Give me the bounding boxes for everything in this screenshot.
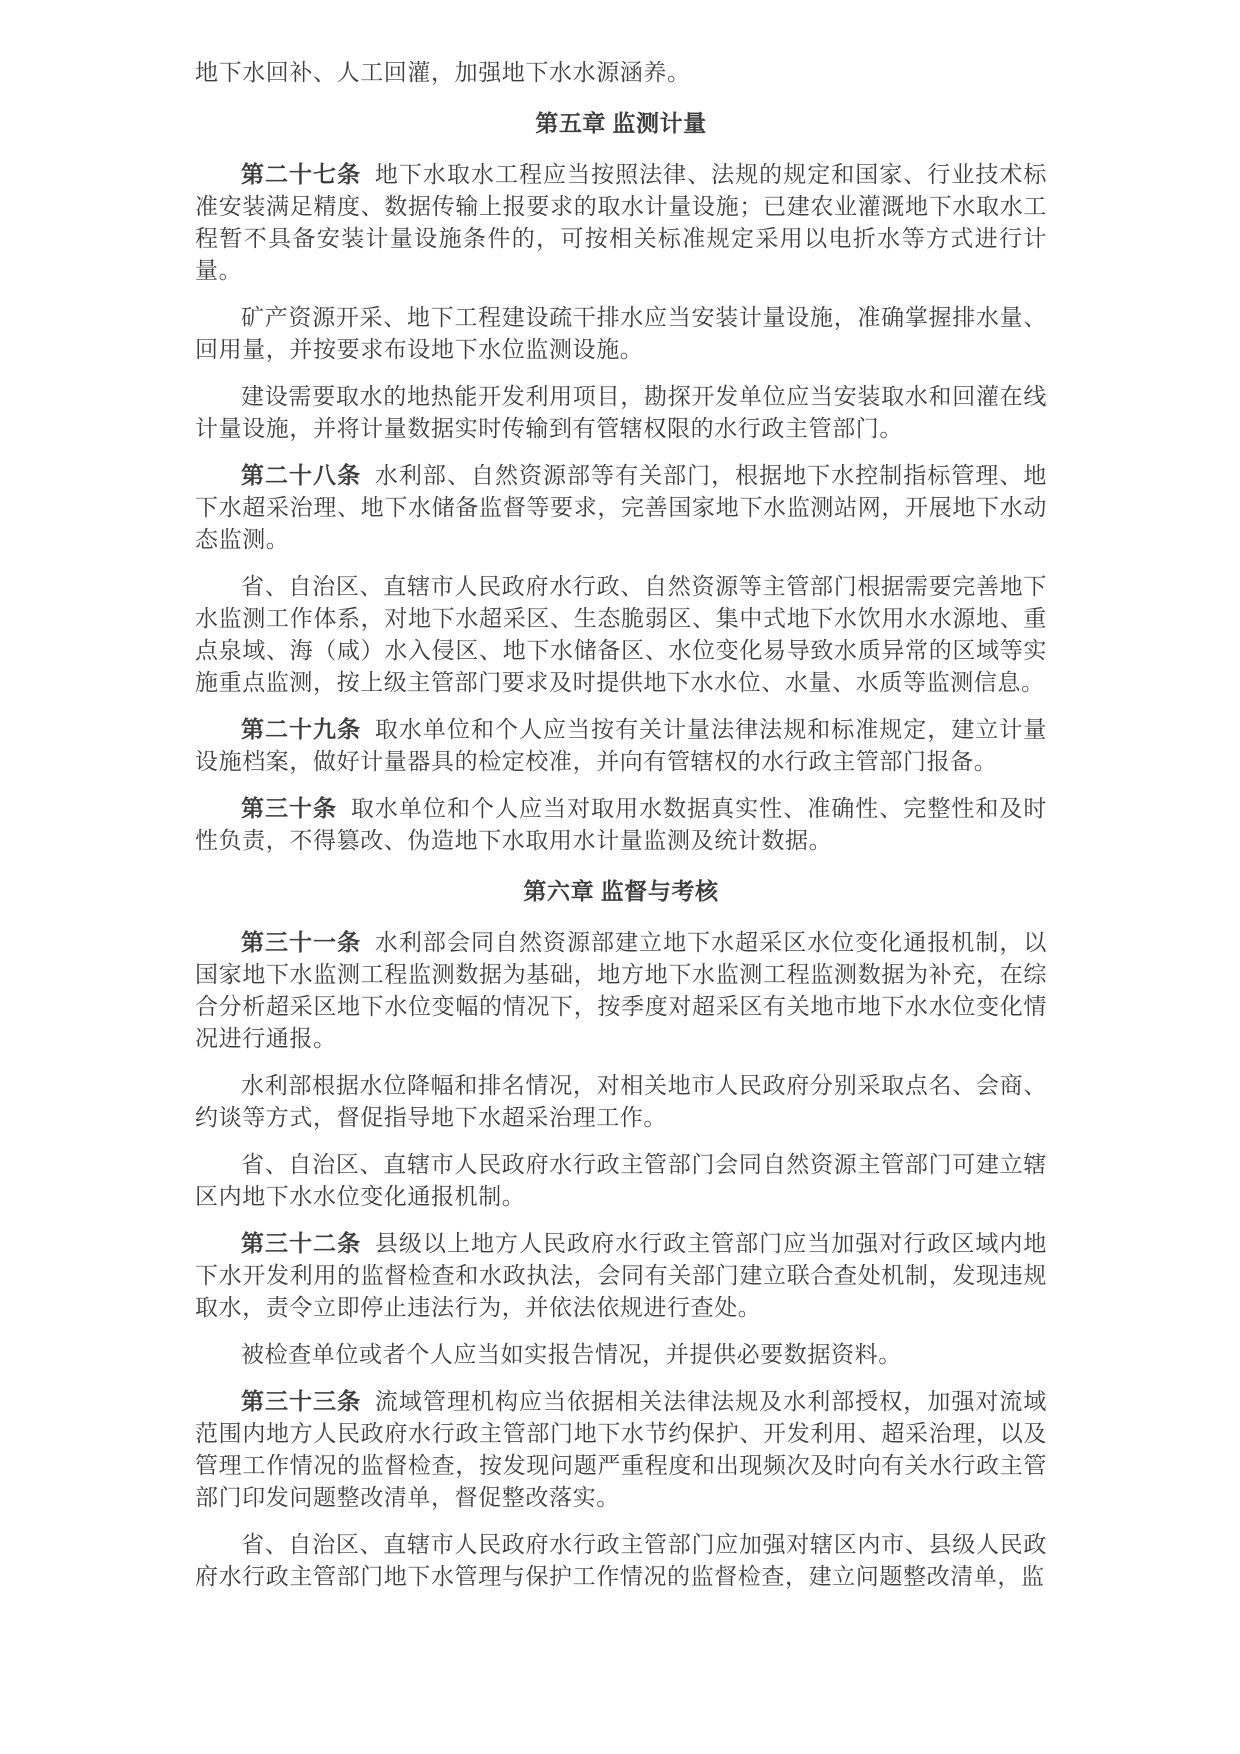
article-31 xyxy=(195,927,1047,1055)
paragraph-geothermal-metering: 建设需要取水的地热能开发利用项目，勘探开发单位应当安装取水和回灌在线计量设施，并将计量数据实时传输到有管辖权限的水行政主管部门。 xyxy=(195,384,1047,441)
document-content xyxy=(195,57,1047,1608)
article-28 xyxy=(195,460,1047,556)
article-28-label: 第二十八条 xyxy=(241,463,362,488)
continuation-paragraph: 地下水回补、人工回灌，加强地下水水源涵养。 xyxy=(195,60,691,85)
article-32 xyxy=(195,1228,1047,1324)
article-30-label: 第三十条 xyxy=(241,796,338,821)
article-30-text: 取水单位和个人应当对取用水数据真实性、准确性、完整性和及时性负责，不得篡改、伪造地下水取用水计量监测及统计数据。 xyxy=(195,796,1047,853)
paragraph-provincial-monitoring: 省、自治区、直辖市人民政府水行政、自然资源等主管部门根据需要完善地下水监测工作体系，对地下水超采区、生态脆弱区、集中式地下水饮用水水源地、重点泉域、海（咸）水入侵区、地下水储备区、水位变化易导致水质异常的区域等实施重点监测，按上级主管部门要求及时提供地下水水位、水量、水质等监测信息。 xyxy=(195,574,1047,695)
paragraph-mine-drainage-metering: 矿产资源开采、地下工程建设疏干排水应当安装计量设施，准确掌握排水量、回用量，并按要求布设地下水位监测设施。 xyxy=(195,305,1047,362)
article-29 xyxy=(195,714,1047,778)
article-28-text: 水利部、自然资源部等有关部门，根据地下水控制指标管理、地下水超采治理、地下水储备监督等要求，完善国家地下水监测站网，开展地下水动态监测。 xyxy=(195,463,1047,552)
article-32-text: 县级以上地方人民政府水行政主管部门应当加强对行政区域内地下水开发利用的监督检查和水政执法，会同有关部门建立联合查处机制，发现违规取水，责令立即停止违法行为，并依法依规进行查处。 xyxy=(195,1231,1047,1320)
paragraph-inspected-units-reporting: 被检查单位或者个人应当如实报告情况，并提供必要数据资料。 xyxy=(241,1342,902,1367)
paragraph-provincial-notification-mechanism: 省、自治区、直辖市人民政府水行政主管部门会同自然资源主管部门可建立辖区内地下水水位变化通报机制。 xyxy=(195,1152,1047,1209)
article-31-label: 第三十一条 xyxy=(241,930,362,955)
article-30 xyxy=(195,793,1047,857)
article-27-label: 第二十七条 xyxy=(241,162,362,187)
article-33-text: 流域管理机构应当依据相关法律法规及水利部授权，加强对流域范围内地方人民政府水行政主管部门地下水节约保护、开发利用、超采治理，以及管理工作情况的监督检查，按发现问题严重程度和出现频次及时向有关水行政主管部门印发问题整改清单，督促整改落实。 xyxy=(195,1389,1047,1510)
article-27-text: 地下水取水工程应当按照法律、法规的规定和国家、行业技术标准安装满足精度、数据传输上报要求的取水计量设施；已建农业灌溉地下水取水工程暂不具备安装计量设施条件的，可按相关标准规定采用以电折水等方式进行计量。 xyxy=(195,162,1047,283)
article-31-text: 水利部会同自然资源部建立地下水超采区水位变化通报机制，以国家地下水监测工程监测数据为基础，地方地下水监测工程监测数据为补充，在综合分析超采区地下水位变幅的情况下，按季度对超采区有关地市地下水水位变化情况进行通报。 xyxy=(195,930,1047,1051)
chapter-5-heading: 第五章 监测计量 xyxy=(535,111,707,136)
article-27 xyxy=(195,159,1047,287)
article-33 xyxy=(195,1386,1047,1514)
chapter-6-heading: 第六章 监督与考核 xyxy=(523,879,719,904)
paragraph-mwr-ranking-measures: 水利部根据水位降幅和排名情况，对相关地市人民政府分别采取点名、会商、约谈等方式，督促指导地下水超采治理工作。 xyxy=(195,1073,1047,1130)
article-33-label: 第三十三条 xyxy=(241,1389,362,1414)
article-32-label: 第三十二条 xyxy=(241,1231,362,1256)
article-29-text: 取水单位和个人应当按有关计量法律法规和标准规定，建立计量设施档案，做好计量器具的检定校准，并向有管辖权的水行政主管部门报备。 xyxy=(195,717,1047,774)
article-29-label: 第二十九条 xyxy=(241,717,362,742)
paragraph-provincial-supervision-continued: 省、自治区、直辖市人民政府水行政主管部门应加强对辖区内市、县级人民政府水行政主管部门地下水管理与保护工作情况的监督检查，建立问题整改清单，监 xyxy=(195,1532,1047,1589)
